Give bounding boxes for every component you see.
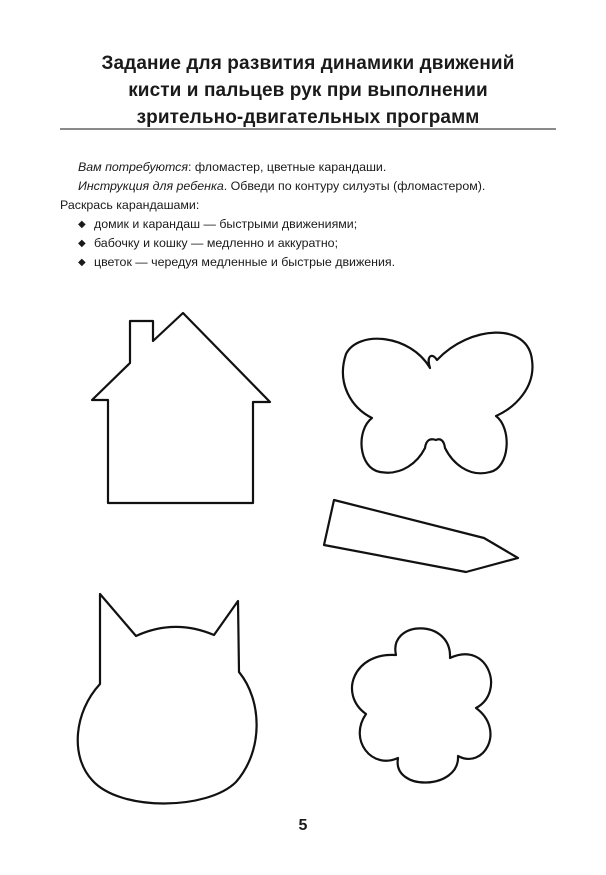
diamond-bullet-icon: ◆	[78, 219, 86, 230]
materials-label: Вам потребуются	[78, 160, 188, 174]
page-number: 5	[298, 817, 308, 834]
list-item: ◆ цветок — чередуя медленные и быстрые движения.	[78, 253, 560, 272]
diamond-bullet-icon: ◆	[78, 238, 86, 249]
instruction-label: Инструкция для ребенка	[78, 179, 224, 193]
instruction-text: . Обведи по контуру силуэты (фломастером).	[223, 179, 486, 193]
title-line-2: кисти и пальцев рук при выполнении	[128, 80, 488, 101]
diamond-bullet-icon: ◆	[78, 257, 86, 268]
list-item: ◆ домик и карандаш — быстрыми движениями;	[78, 215, 560, 234]
house-outline[interactable]	[92, 313, 270, 503]
materials-text: : фломастер, цветные карандаши.	[187, 160, 387, 174]
list-item: ◆ бабочку и кошку — медленно и аккуратно;	[78, 234, 560, 253]
instruction-continuation: Раскрась карандашами:	[60, 198, 200, 212]
cat-head-outline[interactable]	[78, 594, 257, 804]
pencil-outline[interactable]	[324, 500, 518, 572]
butterfly-outline[interactable]	[343, 333, 533, 474]
flower-outline[interactable]	[352, 628, 491, 782]
title-line-1: Задание для развития динамики движений	[101, 53, 515, 74]
title-line-3: зрительно-двигательных программ	[136, 107, 480, 128]
